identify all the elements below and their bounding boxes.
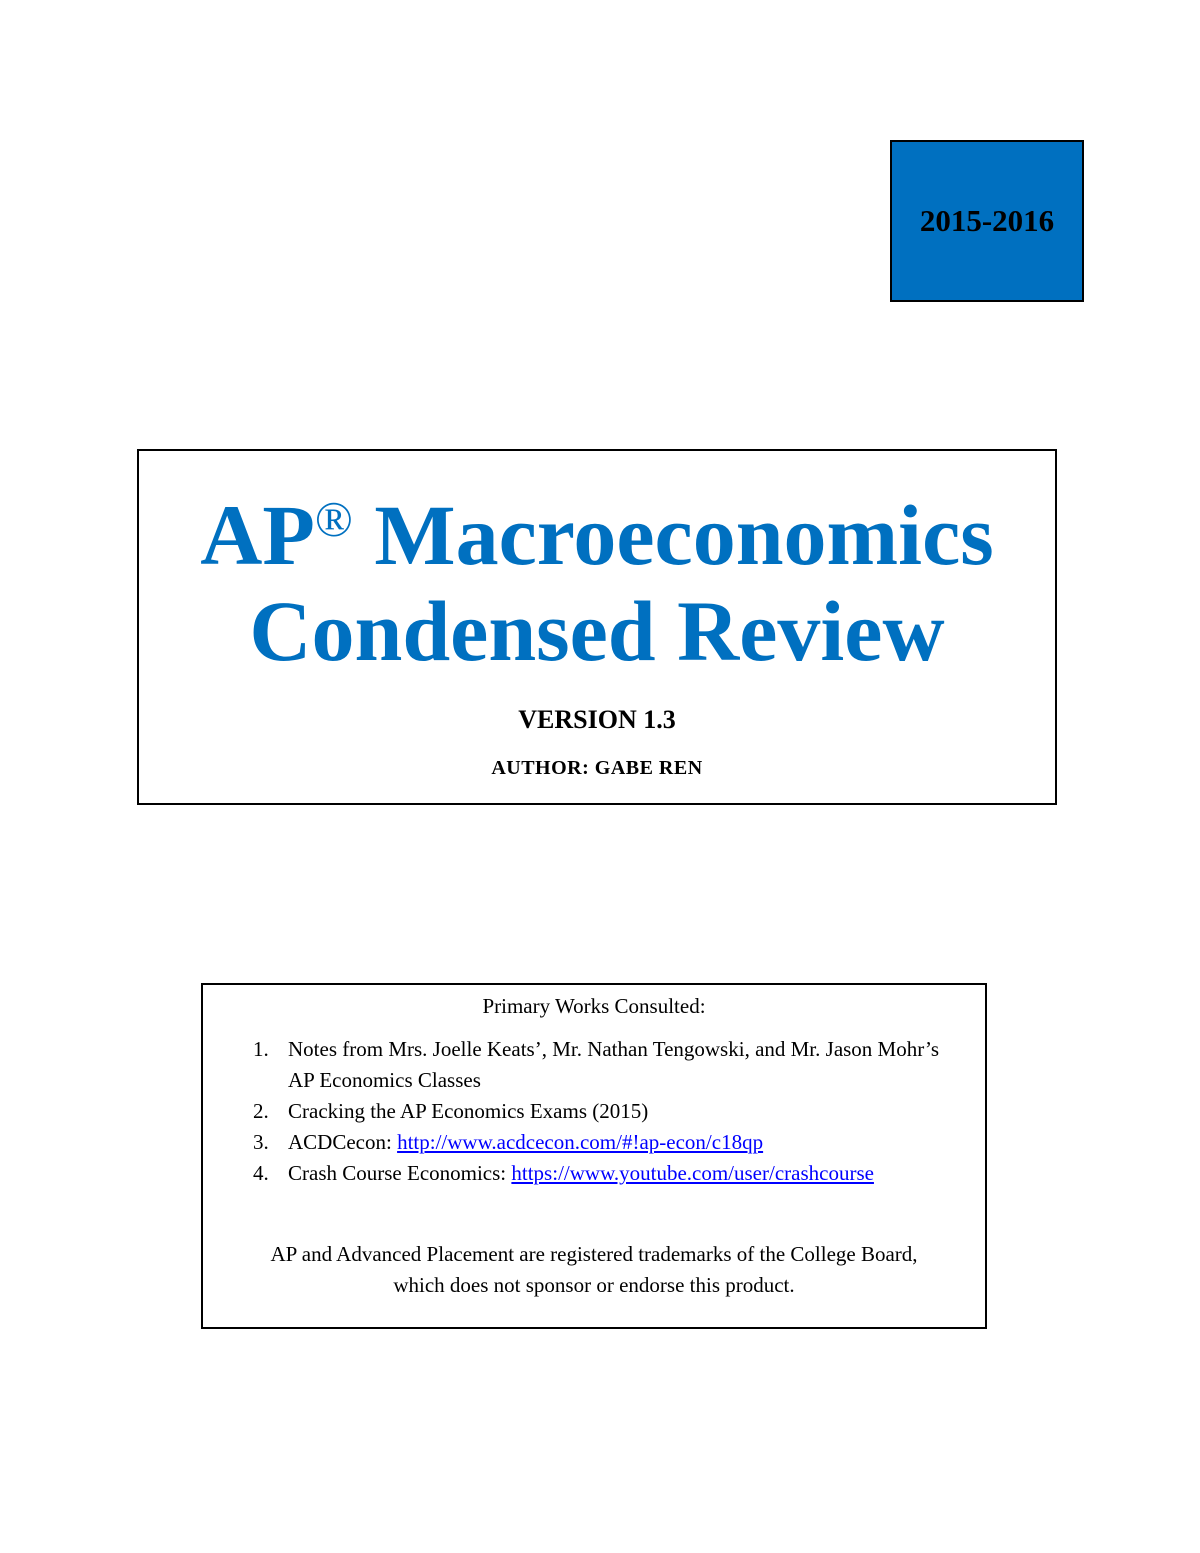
title-ap: AP <box>200 487 315 583</box>
source-number: 4. <box>253 1161 269 1185</box>
year-badge <box>890 140 1084 302</box>
source-number: 3. <box>253 1130 269 1154</box>
title-line-2: Condensed Review <box>249 583 945 679</box>
trademark-disclaimer: AP and Advanced Placement are registered trademarks of the College Board, which does not sponsor or endorse this product. <box>270 1242 918 1297</box>
acdcecon-link[interactable]: http://www.acdcecon.com/#!ap-econ/c18qp <box>397 1130 764 1154</box>
crashcourse-link[interactable]: https://www.youtube.com/user/crashcourse <box>511 1161 874 1185</box>
sources-box <box>201 983 987 1329</box>
year-badge-text: 2015-2016 <box>919 203 1055 238</box>
source-number: 2. <box>253 1099 269 1123</box>
source-item <box>203 1034 985 1096</box>
source-item <box>203 1096 985 1127</box>
source-number: 1. <box>253 1037 269 1061</box>
registered-mark: ® <box>314 491 353 547</box>
source-text: ACDCecon: <box>288 1130 398 1154</box>
source-text: Crash Course Economics: <box>288 1161 512 1185</box>
title-macroeconomics: Macroeconomics <box>352 487 994 583</box>
title-box <box>137 449 1057 805</box>
title-line-1 <box>139 471 1055 583</box>
author-label: AUTHOR: GABE REN <box>491 757 703 779</box>
sources-heading: Primary Works Consulted: <box>482 994 706 1018</box>
source-text: Cracking the AP Economics Exams (2015) <box>288 1099 649 1123</box>
source-text: Notes from Mrs. Joelle Keats’, Mr. Nathan Tengowski, and Mr. Jason Mohr’s AP Economics Classes <box>288 1037 940 1092</box>
sources-list <box>203 1034 985 1189</box>
source-item <box>203 1158 985 1189</box>
version-label: VERSION 1.3 <box>518 705 676 734</box>
source-item <box>203 1127 985 1158</box>
